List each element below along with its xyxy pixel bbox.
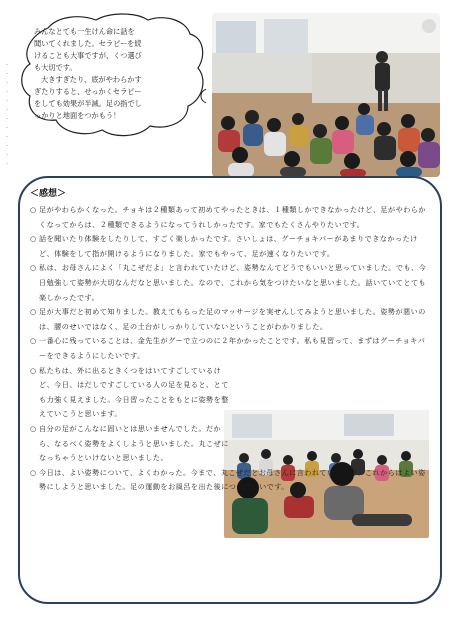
impression-item xyxy=(30,364,432,422)
impression-text: 一番心に残っていることは、金先生がグーで立つのに２年かかったことです。私も見習って、まずはグーチョキパーをできるようにしたいです。 xyxy=(39,336,426,360)
impression-item xyxy=(30,261,432,305)
bubble-line: ぎたりすると、せっかくセラピー xyxy=(34,87,142,96)
impression-text: 足が大事だと初めて知りました。教えてもらった足のマッサージを実せんしてみようと思いました。姿勢が悪いのは、腰のせいではなく、足の土台がしっかりしていないということがわかりました。 xyxy=(39,307,426,331)
impression-text: 自分の足がこんなに固いとは思いませんでした。だから、なるべく姿勢をよくしようと思いました。丸こぜになっちゃうといけないと思いました。 xyxy=(39,423,229,463)
impression-item xyxy=(30,334,432,363)
impression-text: 話を聞いたり体験をしたりして、すごく楽しかったです。さいしょは、グーチョキパーがあまりできなかったけど、体験をして指が開けるようになりました。家でもやって、足が速くなりたいです。 xyxy=(39,234,418,258)
impression-text: 私たちは、外に出るときくつをはいてすごしているけど、今日、はだしですごしている人の足を見ると、とても力強く見えました。今日習ったことをもとに姿勢を整えていこうと思います。 xyxy=(39,365,229,419)
bubble-line: けることも大事ですが、くつ選び xyxy=(34,51,142,60)
bubble-line: みんなとても一生けん命に話を xyxy=(34,27,135,36)
bubble-line: っかりと地面をつかもう！ xyxy=(34,111,121,120)
impression-bullet: ○ xyxy=(30,307,37,317)
impression-text: 私は、お母さんによく「丸こぜだよ」と言われていたけど、姿勢なんてどうでもいいと思っていました。でも、今日勉強して姿勢が大切なんだなと思いました。なので、これから気をつけたいなと思いました。話いていてとても楽しかったです。 xyxy=(39,263,427,302)
speech-bubble-text xyxy=(34,26,190,122)
impression-bullet: ○ xyxy=(30,205,37,214)
classroom-photo-top xyxy=(212,13,440,177)
bubble-line: 大きすぎたり、底がやわらかす xyxy=(41,75,142,84)
impression-bullet: ○ xyxy=(30,336,37,346)
impressions-list xyxy=(30,203,432,495)
impression-item xyxy=(30,305,432,334)
impression-item xyxy=(30,203,432,232)
impression-bullet: ○ xyxy=(30,234,37,244)
bubble-line: 聞いてくれました。セラピーを続 xyxy=(34,39,142,48)
impression-item xyxy=(30,466,432,495)
impression-item xyxy=(30,232,432,261)
impression-bullet: ○ xyxy=(30,365,37,375)
margin-marks: - - - - - - - - - - - - xyxy=(6,61,9,167)
bubble-line: をしても効果が半減。足の指でし xyxy=(34,99,142,108)
impression-text: 足がやわらかくなった。チョキは２種類あって初めてやったときは、１種類しかできなかったけど、足がやわらかくなってからは、２種類できるようになってうれしかったです。家でもたくさんやりたいです。 xyxy=(39,205,426,229)
impression-text: 今日は、よい姿勢について、よくわかった。今まで、丸こぜだとお母さんに言われていたので、これからはよい姿勢にしようと思いました。足の運動をお風呂を出た後につづけたいです。 xyxy=(39,467,426,492)
impression-item xyxy=(30,422,432,466)
impressions-title: ＜感想＞ xyxy=(30,189,67,199)
impression-bullet: ○ xyxy=(30,423,37,433)
bubble-line: も大切です。 xyxy=(34,63,77,72)
impression-bullet: ○ xyxy=(30,467,37,477)
impression-bullet: ○ xyxy=(30,263,37,273)
